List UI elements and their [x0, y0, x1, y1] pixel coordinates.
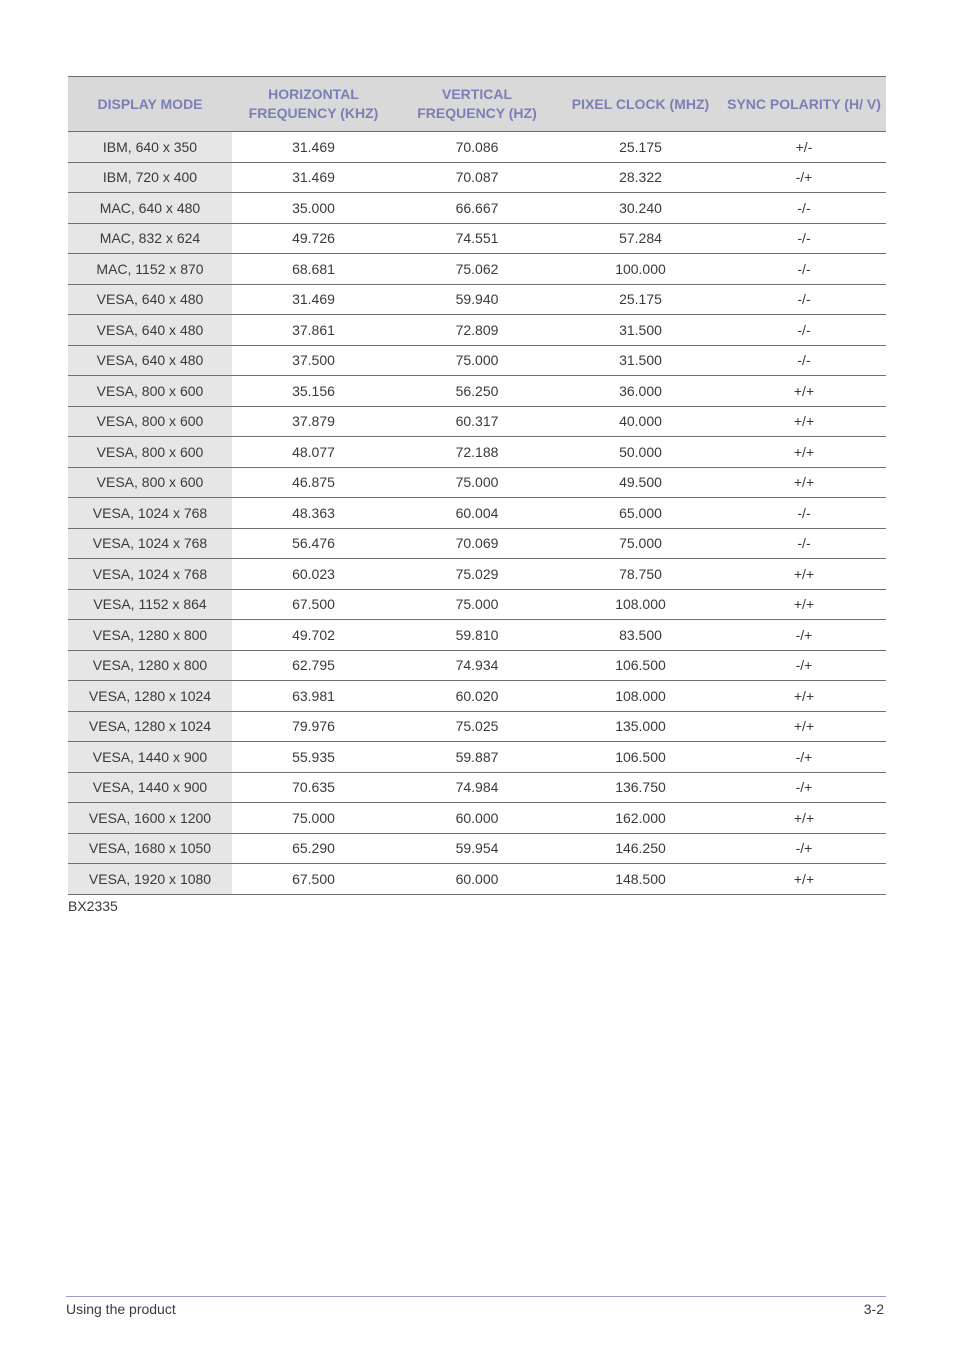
cell-horizontal-frequency: 31.469: [232, 132, 395, 163]
cell-sync-polarity: +/+: [722, 803, 886, 834]
cell-pixel-clock: 100.000: [559, 254, 722, 285]
cell-sync-polarity: -/-: [722, 223, 886, 254]
cell-vertical-frequency: 72.809: [395, 315, 559, 346]
cell-horizontal-frequency: 65.290: [232, 833, 395, 864]
cell-vertical-frequency: 60.004: [395, 498, 559, 529]
cell-sync-polarity: +/+: [722, 406, 886, 437]
table-row: [68, 162, 886, 193]
table-row: [68, 437, 886, 468]
cell-sync-polarity: -/-: [722, 193, 886, 224]
table-row: [68, 223, 886, 254]
cell-horizontal-frequency: 63.981: [232, 681, 395, 712]
cell-pixel-clock: 30.240: [559, 193, 722, 224]
header-horizontal-frequency: HORIZONTAL FREQUENCY (KHZ): [232, 77, 395, 132]
cell-display-mode: VESA, 1280 x 1024: [68, 681, 232, 712]
cell-pixel-clock: 28.322: [559, 162, 722, 193]
cell-display-mode: VESA, 1440 x 900: [68, 742, 232, 773]
table-row: [68, 284, 886, 315]
cell-pixel-clock: 31.500: [559, 345, 722, 376]
cell-pixel-clock: 31.500: [559, 315, 722, 346]
cell-display-mode: VESA, 800 x 600: [68, 437, 232, 468]
cell-display-mode: VESA, 1920 x 1080: [68, 864, 232, 895]
table-row: [68, 650, 886, 681]
cell-vertical-frequency: 56.250: [395, 376, 559, 407]
table-row: [68, 193, 886, 224]
cell-pixel-clock: 148.500: [559, 864, 722, 895]
header-row: [68, 77, 886, 132]
table-row: [68, 345, 886, 376]
footer-divider: [66, 1296, 886, 1297]
cell-pixel-clock: 146.250: [559, 833, 722, 864]
cell-vertical-frequency: 59.810: [395, 620, 559, 651]
cell-sync-polarity: +/+: [722, 467, 886, 498]
cell-display-mode: MAC, 832 x 624: [68, 223, 232, 254]
table-row: [68, 620, 886, 651]
cell-pixel-clock: 135.000: [559, 711, 722, 742]
cell-sync-polarity: -/+: [722, 650, 886, 681]
cell-sync-polarity: -/-: [722, 315, 886, 346]
cell-sync-polarity: -/-: [722, 498, 886, 529]
table-row: [68, 589, 886, 620]
cell-pixel-clock: 40.000: [559, 406, 722, 437]
cell-horizontal-frequency: 35.000: [232, 193, 395, 224]
cell-vertical-frequency: 60.000: [395, 803, 559, 834]
table-row: [68, 528, 886, 559]
timing-table: [68, 76, 886, 895]
table-row: [68, 772, 886, 803]
cell-vertical-frequency: 60.020: [395, 681, 559, 712]
cell-horizontal-frequency: 60.023: [232, 559, 395, 590]
cell-display-mode: VESA, 640 x 480: [68, 345, 232, 376]
cell-horizontal-frequency: 70.635: [232, 772, 395, 803]
cell-pixel-clock: 25.175: [559, 132, 722, 163]
cell-sync-polarity: -/+: [722, 162, 886, 193]
cell-vertical-frequency: 75.000: [395, 589, 559, 620]
cell-pixel-clock: 136.750: [559, 772, 722, 803]
cell-horizontal-frequency: 49.726: [232, 223, 395, 254]
cell-pixel-clock: 106.500: [559, 742, 722, 773]
cell-pixel-clock: 78.750: [559, 559, 722, 590]
cell-horizontal-frequency: 37.861: [232, 315, 395, 346]
table-row: [68, 467, 886, 498]
table-row: [68, 406, 886, 437]
cell-horizontal-frequency: 37.879: [232, 406, 395, 437]
cell-sync-polarity: -/+: [722, 620, 886, 651]
cell-display-mode: VESA, 1280 x 1024: [68, 711, 232, 742]
header-display-mode: DISPLAY MODE: [68, 77, 232, 132]
cell-sync-polarity: -/+: [722, 833, 886, 864]
cell-pixel-clock: 57.284: [559, 223, 722, 254]
footer-page-number: 3-2: [863, 1301, 884, 1317]
table-row: [68, 559, 886, 590]
cell-vertical-frequency: 60.000: [395, 864, 559, 895]
model-label: BX2335: [68, 898, 118, 914]
cell-sync-polarity: +/+: [722, 681, 886, 712]
cell-display-mode: VESA, 1680 x 1050: [68, 833, 232, 864]
header-sync-polarity: SYNC POLARITY (H/ V): [722, 77, 886, 132]
cell-vertical-frequency: 70.087: [395, 162, 559, 193]
table-row: [68, 681, 886, 712]
cell-horizontal-frequency: 68.681: [232, 254, 395, 285]
table-row: [68, 315, 886, 346]
cell-vertical-frequency: 59.887: [395, 742, 559, 773]
cell-vertical-frequency: 75.062: [395, 254, 559, 285]
cell-vertical-frequency: 74.984: [395, 772, 559, 803]
cell-sync-polarity: +/+: [722, 864, 886, 895]
cell-display-mode: VESA, 1280 x 800: [68, 650, 232, 681]
cell-pixel-clock: 162.000: [559, 803, 722, 834]
cell-display-mode: VESA, 800 x 600: [68, 376, 232, 407]
footer-section-title: Using the product: [66, 1301, 176, 1317]
cell-vertical-frequency: 74.551: [395, 223, 559, 254]
cell-vertical-frequency: 75.029: [395, 559, 559, 590]
cell-pixel-clock: 50.000: [559, 437, 722, 468]
cell-vertical-frequency: 59.940: [395, 284, 559, 315]
cell-pixel-clock: 108.000: [559, 589, 722, 620]
cell-sync-polarity: -/+: [722, 742, 886, 773]
cell-sync-polarity: -/-: [722, 528, 886, 559]
table-body: [68, 132, 886, 895]
cell-horizontal-frequency: 31.469: [232, 162, 395, 193]
cell-horizontal-frequency: 31.469: [232, 284, 395, 315]
cell-horizontal-frequency: 75.000: [232, 803, 395, 834]
cell-sync-polarity: +/+: [722, 376, 886, 407]
cell-vertical-frequency: 75.025: [395, 711, 559, 742]
cell-display-mode: MAC, 640 x 480: [68, 193, 232, 224]
cell-display-mode: VESA, 640 x 480: [68, 315, 232, 346]
cell-display-mode: IBM, 640 x 350: [68, 132, 232, 163]
cell-pixel-clock: 49.500: [559, 467, 722, 498]
cell-horizontal-frequency: 56.476: [232, 528, 395, 559]
cell-horizontal-frequency: 35.156: [232, 376, 395, 407]
table-row: [68, 376, 886, 407]
cell-sync-polarity: -/-: [722, 345, 886, 376]
cell-horizontal-frequency: 67.500: [232, 864, 395, 895]
cell-pixel-clock: 36.000: [559, 376, 722, 407]
cell-pixel-clock: 106.500: [559, 650, 722, 681]
cell-pixel-clock: 83.500: [559, 620, 722, 651]
cell-sync-polarity: +/+: [722, 711, 886, 742]
cell-vertical-frequency: 59.954: [395, 833, 559, 864]
cell-display-mode: VESA, 1024 x 768: [68, 559, 232, 590]
cell-sync-polarity: +/+: [722, 437, 886, 468]
table-row: [68, 711, 886, 742]
cell-vertical-frequency: 66.667: [395, 193, 559, 224]
cell-display-mode: VESA, 1600 x 1200: [68, 803, 232, 834]
cell-horizontal-frequency: 48.363: [232, 498, 395, 529]
cell-horizontal-frequency: 37.500: [232, 345, 395, 376]
cell-horizontal-frequency: 49.702: [232, 620, 395, 651]
cell-display-mode: MAC, 1152 x 870: [68, 254, 232, 285]
cell-vertical-frequency: 75.000: [395, 467, 559, 498]
cell-sync-polarity: +/+: [722, 559, 886, 590]
table-row: [68, 132, 886, 163]
cell-horizontal-frequency: 48.077: [232, 437, 395, 468]
header-pixel-clock: PIXEL CLOCK (MHZ): [559, 77, 722, 132]
cell-sync-polarity: +/+: [722, 589, 886, 620]
cell-pixel-clock: 65.000: [559, 498, 722, 529]
cell-vertical-frequency: 74.934: [395, 650, 559, 681]
cell-vertical-frequency: 75.000: [395, 345, 559, 376]
cell-display-mode: VESA, 1440 x 900: [68, 772, 232, 803]
cell-sync-polarity: -/-: [722, 284, 886, 315]
cell-sync-polarity: +/-: [722, 132, 886, 163]
cell-sync-polarity: -/+: [722, 772, 886, 803]
cell-display-mode: VESA, 1152 x 864: [68, 589, 232, 620]
cell-vertical-frequency: 70.086: [395, 132, 559, 163]
cell-vertical-frequency: 70.069: [395, 528, 559, 559]
cell-horizontal-frequency: 67.500: [232, 589, 395, 620]
cell-vertical-frequency: 72.188: [395, 437, 559, 468]
cell-display-mode: VESA, 1024 x 768: [68, 498, 232, 529]
header-vertical-frequency: VERTICAL FREQUENCY (HZ): [395, 77, 559, 132]
cell-pixel-clock: 75.000: [559, 528, 722, 559]
cell-horizontal-frequency: 62.795: [232, 650, 395, 681]
cell-pixel-clock: 25.175: [559, 284, 722, 315]
cell-display-mode: VESA, 640 x 480: [68, 284, 232, 315]
cell-display-mode: IBM, 720 x 400: [68, 162, 232, 193]
cell-horizontal-frequency: 79.976: [232, 711, 395, 742]
table-row: [68, 864, 886, 895]
cell-horizontal-frequency: 55.935: [232, 742, 395, 773]
table-row: [68, 498, 886, 529]
table-row: [68, 803, 886, 834]
table-header: [68, 77, 886, 132]
table-row: [68, 833, 886, 864]
cell-vertical-frequency: 60.317: [395, 406, 559, 437]
table-row: [68, 742, 886, 773]
cell-horizontal-frequency: 46.875: [232, 467, 395, 498]
cell-sync-polarity: -/-: [722, 254, 886, 285]
cell-display-mode: VESA, 1024 x 768: [68, 528, 232, 559]
cell-pixel-clock: 108.000: [559, 681, 722, 712]
cell-display-mode: VESA, 800 x 600: [68, 406, 232, 437]
table-row: [68, 254, 886, 285]
cell-display-mode: VESA, 1280 x 800: [68, 620, 232, 651]
cell-display-mode: VESA, 800 x 600: [68, 467, 232, 498]
